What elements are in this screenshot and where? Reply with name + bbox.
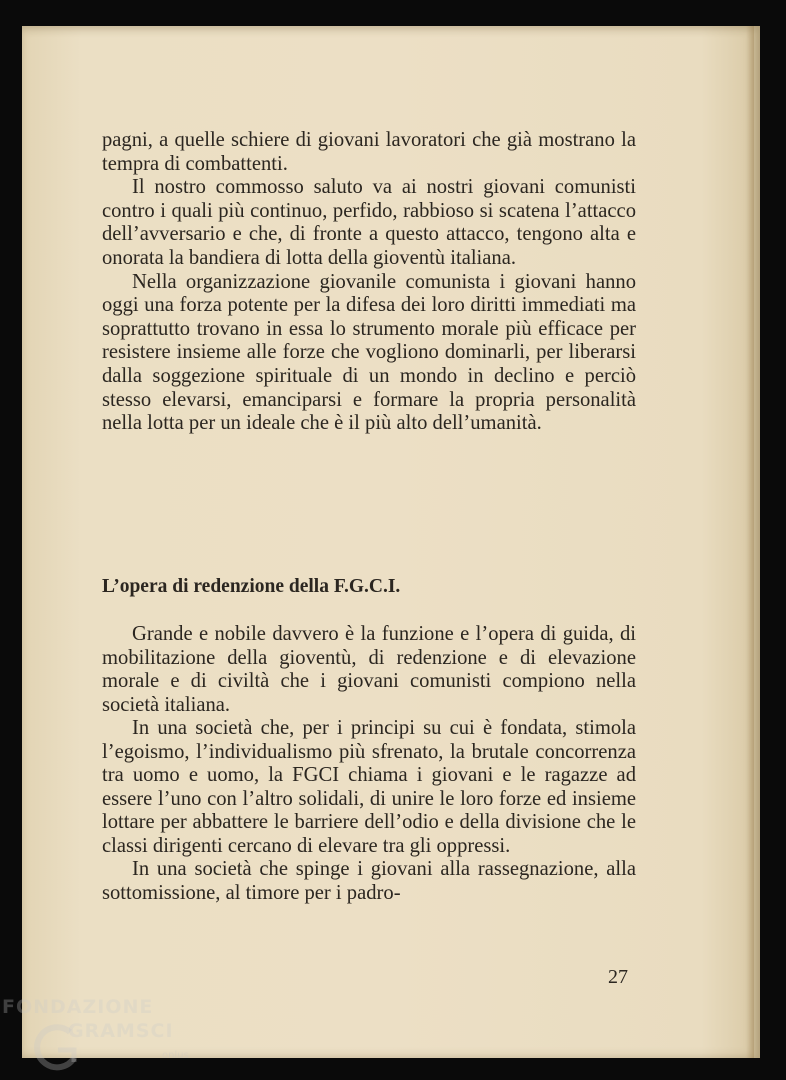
watermark-line1: FONDAZIONE: [2, 996, 154, 1018]
book-page: [22, 26, 760, 1058]
body-text: [102, 129, 636, 436]
paragraph-societa-rassegnazione: In una società che spinge i giovani alla rassegnazione, alla sottomissione, al timore per i padro-: [102, 858, 636, 904]
paragraph-organizzazione: Nella organizzazione giovanile comunista i giovani hanno oggi una forza potente per la difesa dei loro diritti immediati ma soprattutto trovano in essa lo strumento morale più efficace per resistere insieme alle forze che vogliono dominarli, per liberarsi dalla soggezione spirituale di un mondo in declino e perciò stesso elevarsi, emanciparsi e formare la propria personalità nella lotta per un ideale che è il più alto dell’umanità.: [102, 270, 636, 435]
paragraph-societa-egoismo: In una società che, per i principi su cui è fondata, stimola l’egoismo, l’individualismo più sfrenato, la brutale concorrenza tra uomo e uomo, la FGCI chiama i giovani e le ragazze ad essere l’uno con l’altro solidali, di unire le loro forze ed insieme lottare per abbattere le barriere dell’odio e della divisione che le classi dirigenti cercano di elevare tra gli oppressi.: [102, 717, 636, 857]
watermark-line2: GRAMSCI: [68, 1020, 174, 1042]
page-number: 27: [608, 966, 628, 988]
watermark-suffix: onlus: [162, 1050, 189, 1061]
paragraph-funzione: Grande e nobile davvero è la funzione e l’opera di guida, di mobilitazione della gioventù, di redenzione e di elevazione morale e di civiltà che i giovani comunisti compiono nella società italiana.: [102, 623, 636, 716]
section-heading: L’opera di redenzione della F.G.C.I.: [102, 576, 401, 597]
paragraph-saluto: Il nostro commosso saluto va ai nostri giovani comunisti contro i quali più continuo, perfido, rabbioso si scatena l’attacco dell’avversario e che, di fronte a questo attacco, tengono alta e onorata la bandiera di lotta della gioventù italiana.: [102, 176, 636, 269]
section-text: [102, 623, 636, 905]
paragraph-continuation: pagni, a quelle schiere di giovani lavoratori che già mostrano la tempra di combattenti.: [102, 129, 636, 175]
page-edge-shadow: [746, 26, 754, 1058]
